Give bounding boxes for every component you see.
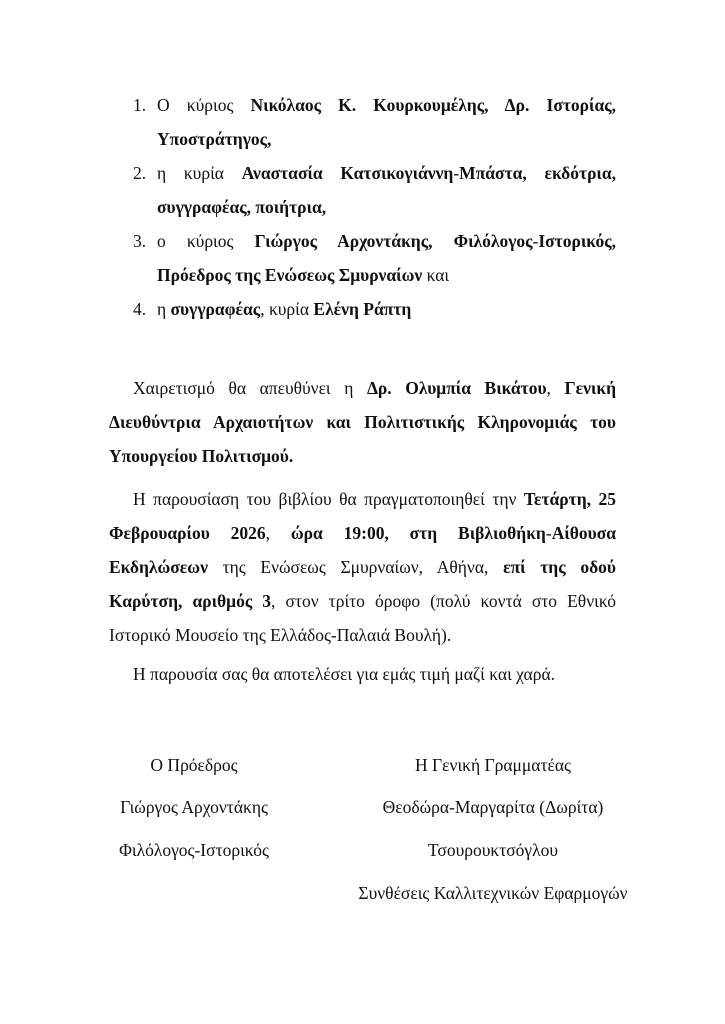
speaker-hyphen: - [453, 163, 460, 183]
speaker-role: συγγραφέας [170, 299, 261, 319]
secretary-role: Συνθέσεις Καλλιτεχνικών Εφαρμογών [358, 883, 628, 903]
speaker-name-cont: Ιστορικός, Πρόεδρος της Ενώσεως Σμυρναίων [157, 231, 616, 285]
speaker-item [133, 88, 616, 156]
speaker-name: Νικόλαος Κ. Κουρκουμέλης, Δρ. Ιστορίας, Υποστράτηγος, [157, 95, 616, 149]
list-number: 4. [133, 299, 147, 319]
president-role: Φιλόλογος-Ιστορικός [119, 840, 269, 860]
presentation-paragraph [109, 482, 616, 652]
presentation-org: της Ενώσεως Σμυρναίων, Αθήνα, [207, 557, 504, 577]
secretary-name: Θεοδώρα-Μαργαρίτα (Δωρίτα) [382, 797, 604, 817]
secretary-surname: Τσουρουκτσόγλου [427, 840, 559, 860]
speaker-prefix: η κυρία [157, 163, 242, 183]
list-number: 3. [133, 231, 147, 251]
speaker-mid: , κυρία [260, 299, 314, 319]
presentation-hall: Αίθουσα Εκδηλώσεων [109, 523, 617, 577]
speaker-name: Αναστασία Κατσικογιάννη [241, 163, 454, 183]
speaker-name: Γιώργος Αρχοντάκης, Φιλόλογος [254, 231, 533, 251]
speaker-item [133, 156, 616, 224]
greeting-title: Γενική Διευθύντρια Αρχαιοτήτων και Πολιτιστικής Κληρονομιάς του Υπουργείου Πολιτισμού. [109, 378, 617, 466]
speaker-hyphen: - [532, 231, 539, 251]
greeting-paragraph [109, 371, 616, 473]
presentation-date: Τετάρτη, 25 Φεβρουαρίου 2026 [109, 489, 616, 543]
speaker-prefix: Ο κύριος [157, 95, 251, 115]
greeting-text: Χαιρετισμό θα απευθύνει η [133, 378, 367, 398]
presentation-time-venue: ώρα 19:00, στη Βιβλιοθήκη [290, 523, 546, 543]
greeting-sep: , [546, 378, 565, 398]
presentation-hyphen: - [545, 523, 552, 543]
greeting-speaker: Δρ. Ολυμπία Βικάτου [366, 378, 547, 398]
list-number: 1. [133, 95, 147, 115]
speakers-list [133, 88, 616, 326]
president-name: Γιώργος Αρχοντάκης [120, 797, 268, 817]
speaker-item [133, 292, 616, 326]
speaker-item [133, 224, 616, 292]
speaker-prefix: η [157, 299, 171, 319]
presentation-address: επί της οδού Καρύτση, αριθμός 3 [109, 557, 616, 611]
presentation-text: Η παρουσίαση του βιβλίου θα πραγματοποιηθεί την [133, 489, 524, 509]
presentation-sep: , [265, 523, 291, 543]
president-title: Ο Πρόεδρος [150, 755, 238, 775]
speaker-prefix: ο κύριος [157, 231, 255, 251]
speaker-name-cont: Μπάστα, εκδότρια, συγγραφέας, ποιήτρια, [157, 163, 616, 217]
speaker-name: Ελένη Ράπτη [313, 299, 412, 319]
speaker-suffix: και [422, 265, 450, 285]
closing-paragraph: Η παρουσία σας θα αποτελέσει για εμάς τιμή μαζί και χαρά. [133, 664, 555, 684]
secretary-title: Η Γενική Γραμματέας [415, 755, 571, 775]
list-number: 2. [133, 163, 147, 183]
presentation-floor: , στον τρίτο όροφο (πολύ κοντά στο Εθνικό Ιστορικό Μουσείο της Ελλάδος-Παλαιά Βουλή). [109, 591, 616, 645]
